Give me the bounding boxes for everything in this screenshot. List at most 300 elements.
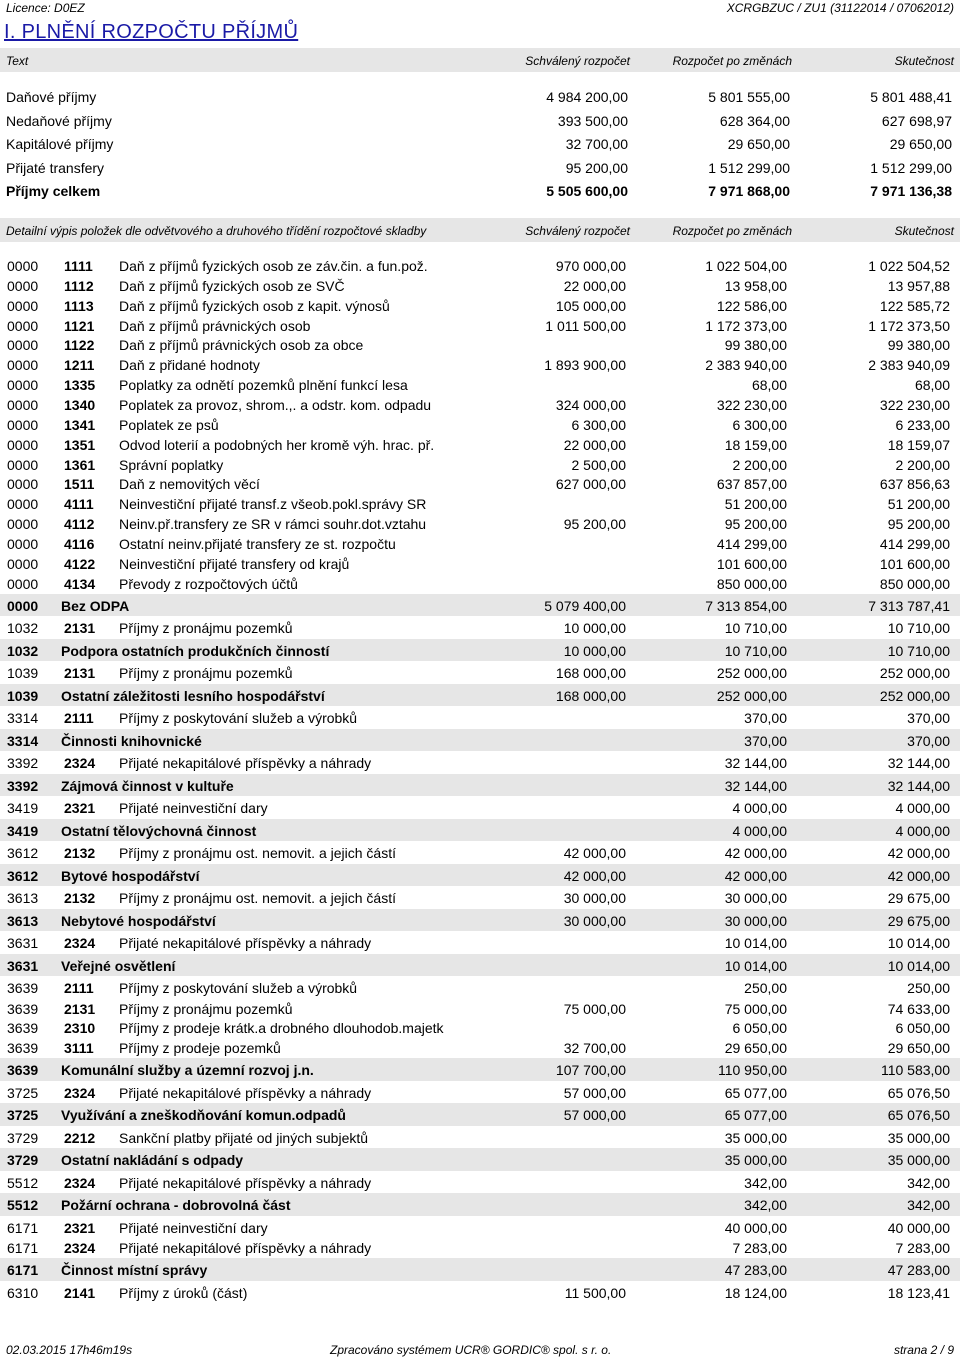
after-changes-value: 10 710,00	[724, 620, 787, 637]
after-changes-value: 32 144,00	[724, 777, 787, 794]
after-changes-value: 99 380,00	[724, 337, 787, 354]
after-changes-value: 252 000,00	[716, 687, 787, 704]
item-name: Sankční platby přijaté od jiných subjektů	[119, 1129, 369, 1146]
table-row	[0, 751, 960, 774]
paragraph-code: 3639	[7, 1020, 39, 1037]
item-code: 1351	[64, 436, 96, 453]
subtotal-label: Požární ochrana - dobrovolná část	[61, 1197, 291, 1214]
after-changes-value: 30 000,00	[724, 912, 787, 929]
after-changes-value: 65 077,00	[724, 1084, 787, 1101]
after-changes-value: 42 000,00	[724, 867, 787, 884]
item-code: 2324	[64, 755, 96, 772]
item-code: 2321	[64, 1219, 96, 1236]
subtotal-row	[0, 1148, 960, 1171]
after-changes-value: 342,00	[744, 1174, 787, 1191]
footer-timestamp: 02.03.2015 17h46m19s	[6, 1343, 133, 1357]
summary-after-changes: 5 801 555,00	[708, 89, 790, 105]
subtotal-label: Podpora ostatních produkčních činností	[61, 642, 330, 659]
actual-value: 1 022 504,52	[868, 258, 950, 274]
after-changes-value: 4 000,00	[732, 800, 787, 817]
item-name: Poplatek ze psů	[119, 416, 219, 433]
detail-header	[0, 218, 960, 242]
after-changes-value: 18 159,00	[724, 436, 787, 453]
item-code: 1511	[64, 476, 95, 493]
paragraph-code: 3639	[7, 1000, 39, 1017]
item-code: 2131	[64, 620, 96, 637]
footer-system: Zpracováno systémem UCR® GORDIC® spol. s r. o.	[330, 1343, 612, 1357]
after-changes-value: 35 000,00	[724, 1129, 787, 1146]
paragraph-code: 1032	[7, 642, 39, 659]
paragraph-code: 0000	[7, 456, 39, 473]
subtotal-label: Využívání a zneškodňování komun.odpadů	[61, 1107, 346, 1124]
paragraph-code: 0000	[7, 597, 39, 614]
actual-value: 250,00	[907, 980, 950, 997]
item-code: 2324	[64, 1240, 96, 1257]
approved-value: 1 893 900,00	[544, 357, 626, 374]
approved-value: 324 000,00	[555, 397, 626, 414]
actual-value: 18 159,07	[887, 436, 950, 453]
actual-value: 68,00	[914, 377, 950, 394]
actual-value: 29 675,00	[887, 912, 950, 929]
after-changes-value: 18 124,00	[724, 1284, 787, 1301]
after-changes-value: 42 000,00	[724, 845, 787, 862]
item-name: Převody z rozpočtových účtů	[119, 575, 298, 592]
item-code: 2141	[64, 1284, 96, 1301]
paragraph-code: 3314	[7, 710, 39, 727]
actual-value: 252 000,00	[879, 665, 950, 682]
item-name: Ostatní neinv.přijaté transfery ze st. rozpočtu	[119, 536, 396, 553]
item-code: 1361	[64, 456, 96, 473]
after-changes-value: 101 600,00	[716, 555, 787, 572]
subtotal-row	[0, 729, 960, 752]
actual-value: 95 200,00	[887, 516, 950, 533]
actual-value: 10 710,00	[887, 642, 950, 659]
actual-value: 1 172 373,50	[868, 317, 950, 334]
approved-value: 30 000,00	[563, 912, 626, 929]
licence-text: Licence: D0EZ	[6, 1, 85, 15]
subtotal-label: Ostatní tělovýchovná činnost	[61, 822, 257, 839]
after-changes-value: 6 050,00	[732, 1020, 787, 1037]
table-row	[0, 514, 960, 534]
item-code: 3111	[64, 1040, 94, 1057]
after-changes-value: 252 000,00	[716, 665, 787, 682]
item-code: 2212	[64, 1129, 96, 1146]
paragraph-code: 0000	[7, 397, 39, 414]
summary-after-changes: 1 512 299,00	[708, 159, 790, 176]
after-changes-value: 95 200,00	[724, 516, 787, 533]
actual-value: 110 583,00	[880, 1062, 950, 1079]
after-changes-value: 40 000,00	[724, 1219, 787, 1236]
paragraph-code: 0000	[7, 476, 39, 493]
summary-label: Nedaňové příjmy	[6, 112, 112, 129]
paragraph-code: 0000	[7, 337, 39, 354]
approved-value: 22 000,00	[563, 277, 626, 294]
subtotal-row	[0, 684, 960, 707]
item-name: Daň z přidané hodnoty	[119, 357, 260, 374]
table-row	[0, 796, 960, 819]
table-row	[0, 316, 960, 336]
summary-header-text: Text	[6, 54, 29, 68]
summary-after-changes: 628 364,00	[719, 112, 790, 129]
item-name: Příjmy z poskytování služeb a výrobků	[119, 980, 358, 997]
detail-table	[0, 256, 960, 1303]
table-row	[0, 256, 960, 276]
paragraph-code: 3392	[7, 755, 39, 772]
table-row	[0, 494, 960, 514]
approved-value: 970 000,00	[555, 258, 626, 274]
item-name: Daň z příjmů právnických osob	[119, 317, 311, 334]
subtotal-label: Ostatní nakládání s odpady	[61, 1152, 244, 1169]
actual-value: 342,00	[907, 1174, 950, 1191]
table-row	[0, 1126, 960, 1149]
item-code: 4111	[64, 496, 94, 513]
item-name: Přijaté neinvestiční dary	[119, 800, 268, 817]
summary-row	[0, 86, 960, 110]
table-row	[0, 574, 960, 594]
item-name: Příjmy z pronájmu pozemků	[119, 620, 293, 637]
paragraph-code: 3631	[7, 935, 39, 952]
after-changes-value: 65 077,00	[724, 1107, 787, 1124]
paragraph-code: 0000	[7, 536, 39, 553]
paragraph-code: 3725	[7, 1107, 39, 1124]
after-changes-value: 850 000,00	[716, 575, 787, 592]
item-name: Přijaté nekapitálové příspěvky a náhrady	[119, 1174, 372, 1191]
table-row	[0, 999, 960, 1019]
subtotal-label: Ostatní záležitosti lesního hospodářství	[61, 687, 325, 704]
table-row	[0, 296, 960, 316]
actual-value: 122 585,72	[879, 297, 950, 314]
actual-value: 18 123,41	[887, 1284, 950, 1301]
table-row	[0, 455, 960, 475]
summary-total-approved: 5 505 600,00	[546, 183, 628, 199]
subtotal-row	[0, 1193, 960, 1216]
actual-value: 29 675,00	[887, 890, 950, 907]
summary-row	[0, 110, 960, 134]
paragraph-code: 0000	[7, 496, 39, 513]
item-code: 1211	[64, 357, 95, 374]
paragraph-code: 3314	[7, 732, 39, 749]
item-code: 4112	[64, 516, 95, 533]
approved-value: 75 000,00	[563, 1000, 626, 1017]
item-name: Poplatky za odnětí pozemků plnění funkcí lesa	[119, 377, 408, 394]
item-name: Příjmy z poskytování služeb a výrobků	[119, 710, 358, 727]
after-changes-value: 342,00	[744, 1197, 787, 1214]
approved-value: 57 000,00	[563, 1107, 626, 1124]
after-changes-value: 10 014,00	[724, 935, 787, 952]
actual-value: 252 000,00	[879, 687, 950, 704]
approved-value: 10 000,00	[563, 620, 626, 637]
actual-value: 99 380,00	[887, 337, 950, 354]
item-code: 2111	[64, 980, 94, 997]
summary-label: Kapitálové příjmy	[6, 136, 114, 152]
item-name: Příjmy z pronájmu pozemků	[119, 665, 293, 682]
summary-table	[0, 86, 960, 204]
paragraph-code: 3631	[7, 957, 39, 974]
actual-value: 35 000,00	[887, 1152, 950, 1169]
paragraph-code: 5512	[7, 1174, 39, 1191]
approved-value: 11 500,00	[564, 1284, 626, 1301]
table-row	[0, 355, 960, 375]
table-row	[0, 616, 960, 639]
after-changes-value: 122 586,00	[716, 297, 787, 314]
page-title: I. PLNĚNÍ ROZPOČTU PŘÍJMŮ	[4, 21, 299, 43]
table-row	[0, 554, 960, 574]
actual-value: 42 000,00	[887, 867, 950, 884]
item-name: Přijaté nekapitálové příspěvky a náhrady	[119, 1240, 372, 1257]
approved-value: 32 700,00	[563, 1040, 626, 1057]
item-code: 1113	[64, 297, 94, 314]
after-changes-value: 2 200,00	[732, 456, 787, 473]
approved-value: 30 000,00	[563, 890, 626, 907]
after-changes-value: 250,00	[744, 980, 787, 997]
detail-header-text: Detailní výpis položek dle odvětvového a druhového třídění rozpočtové skladby	[6, 224, 427, 238]
item-name: Přijaté nekapitálové příspěvky a náhrady	[119, 755, 372, 772]
table-row	[0, 931, 960, 954]
actual-value: 850 000,00	[879, 575, 950, 592]
item-code: 4122	[64, 555, 96, 572]
after-changes-value: 30 000,00	[724, 890, 787, 907]
approved-value: 627 000,00	[555, 476, 626, 493]
subtotal-label: Nebytové hospodářství	[61, 912, 216, 929]
approved-value: 22 000,00	[563, 436, 626, 453]
actual-value: 2 383 940,09	[868, 357, 950, 374]
after-changes-value: 35 000,00	[724, 1152, 787, 1169]
summary-row	[0, 157, 960, 181]
after-changes-value: 13 958,00	[724, 277, 787, 294]
paragraph-code: 3613	[7, 890, 39, 907]
item-code: 2310	[64, 1020, 96, 1037]
item-code: 1341	[64, 416, 96, 433]
paragraph-code: 3729	[7, 1129, 39, 1146]
item-code: 4134	[64, 575, 96, 592]
actual-value: 4 000,00	[895, 822, 950, 839]
subtotal-row	[0, 819, 960, 842]
summary-actual: 5 801 488,41	[870, 89, 952, 105]
actual-value: 7 283,00	[895, 1240, 950, 1257]
item-name: Přijaté nekapitálové příspěvky a náhrady	[119, 1084, 372, 1101]
actual-value: 32 144,00	[887, 755, 950, 772]
actual-value: 47 283,00	[887, 1262, 950, 1279]
item-name: Neinvestiční přijaté transf.z všeob.pokl.správy SR	[119, 496, 427, 513]
paragraph-code: 3419	[7, 800, 39, 817]
actual-value: 6 050,00	[895, 1020, 950, 1037]
table-row	[0, 435, 960, 455]
approved-value: 2 500,00	[571, 456, 626, 473]
actual-value: 342,00	[907, 1197, 950, 1214]
item-code: 1340	[64, 397, 96, 414]
item-code: 1335	[64, 377, 96, 394]
actual-value: 35 000,00	[887, 1129, 950, 1146]
after-changes-value: 110 950,00	[717, 1062, 787, 1079]
item-code: 2132	[64, 890, 96, 907]
subtotal-row	[0, 1258, 960, 1281]
item-code: 1121	[64, 317, 95, 334]
summary-label: Přijaté transfery	[6, 159, 105, 176]
after-changes-value: 1 022 504,00	[705, 258, 787, 274]
actual-value: 7 313 787,41	[868, 597, 950, 614]
after-changes-value: 4 000,00	[732, 822, 787, 839]
paragraph-code: 6171	[7, 1219, 39, 1236]
table-row	[0, 1038, 960, 1058]
paragraph-code: 3639	[7, 1040, 39, 1057]
after-changes-value: 68,00	[751, 377, 787, 394]
approved-value: 107 700,00	[555, 1062, 626, 1079]
after-changes-value: 370,00	[744, 732, 787, 749]
after-changes-value: 10 710,00	[724, 642, 787, 659]
after-changes-value: 51 200,00	[724, 496, 787, 513]
paragraph-code: 3612	[7, 845, 39, 862]
item-code: 2132	[64, 845, 96, 862]
table-row	[0, 976, 960, 999]
actual-value: 65 076,50	[887, 1107, 950, 1124]
after-changes-value: 32 144,00	[724, 755, 787, 772]
approved-value: 1 011 500,00	[545, 317, 626, 334]
table-row	[0, 395, 960, 415]
approved-value: 42 000,00	[563, 867, 626, 884]
paragraph-code: 3419	[7, 822, 39, 839]
subtotal-row	[0, 639, 960, 662]
item-code: 2324	[64, 1174, 96, 1191]
paragraph-code: 0000	[7, 277, 39, 294]
actual-value: 29 650,00	[887, 1040, 950, 1057]
summary-after-changes: 29 650,00	[727, 136, 790, 152]
after-changes-value: 414 299,00	[716, 536, 787, 553]
summary-approved: 95 200,00	[565, 159, 628, 176]
summary-total-after-changes: 7 971 868,00	[708, 183, 790, 199]
summary-approved: 4 984 200,00	[546, 89, 628, 105]
subtotal-row	[0, 594, 960, 617]
table-row	[0, 276, 960, 296]
item-name: Daň z příjmů právnických osob za obce	[119, 337, 364, 354]
after-changes-value: 7 283,00	[732, 1240, 787, 1257]
summary-approved: 32 700,00	[565, 136, 628, 152]
after-changes-value: 7 313 854,00	[705, 597, 787, 614]
after-changes-value: 1 172 373,00	[705, 317, 787, 334]
summary-total-actual: 7 971 136,38	[870, 183, 952, 199]
approved-value: 42 000,00	[563, 845, 626, 862]
approved-value: 168 000,00	[555, 687, 626, 704]
actual-value: 370,00	[907, 710, 950, 727]
summary-header-actual: Skutečnost	[894, 54, 954, 68]
paragraph-code: 0000	[7, 357, 39, 374]
summary-actual: 29 650,00	[889, 136, 952, 152]
table-row	[0, 1018, 960, 1038]
actual-value: 40 000,00	[887, 1219, 950, 1236]
summary-header-approved: Schválený rozpočet	[525, 54, 630, 68]
item-name: Přijaté nekapitálové příspěvky a náhrady	[119, 935, 372, 952]
paragraph-code: 0000	[7, 258, 39, 274]
detail-header-after-changes: Rozpočet po změnách	[672, 224, 792, 238]
approved-value: 168 000,00	[555, 665, 626, 682]
actual-value: 65 076,50	[887, 1084, 950, 1101]
after-changes-value: 6 300,00	[732, 416, 787, 433]
item-name: Správní poplatky	[119, 456, 224, 473]
table-row	[0, 375, 960, 395]
table-row	[0, 1281, 960, 1304]
summary-header-after-changes: Rozpočet po změnách	[672, 54, 792, 68]
subtotal-label: Činnosti knihovnické	[61, 732, 202, 749]
actual-value: 101 600,00	[879, 555, 950, 572]
paragraph-code: 0000	[7, 297, 39, 314]
footer-page-number: strana 2 / 9	[893, 1343, 954, 1357]
after-changes-value: 75 000,00	[724, 1000, 787, 1017]
summary-approved: 393 500,00	[557, 112, 628, 129]
subtotal-label: Zájmová činnost v kultuře	[61, 777, 234, 794]
item-name: Daň z příjmů fyzických osob z kapit. výnosů	[119, 297, 390, 314]
paragraph-code: 0000	[7, 555, 39, 572]
table-row	[0, 1216, 960, 1239]
item-name: Odvod loterií a podobných her kromě výh. hrac. př.	[119, 436, 435, 453]
approved-value: 57 000,00	[563, 1084, 626, 1101]
subtotal-label: Bytové hospodářství	[61, 867, 200, 884]
table-row	[0, 534, 960, 554]
paragraph-code: 3613	[7, 912, 39, 929]
paragraph-code: 0000	[7, 377, 39, 394]
actual-value: 10 710,00	[887, 620, 950, 637]
item-name: Příjmy z pronájmu ost. nemovit. a jejich částí	[119, 890, 396, 907]
item-name: Příjmy z úroků (část)	[119, 1284, 248, 1301]
paragraph-code: 1039	[7, 665, 39, 682]
item-name: Příjmy z prodeje krátk.a drobného dlouhodob.majetk	[119, 1020, 444, 1037]
paragraph-code: 3729	[7, 1152, 39, 1169]
item-name: Neinv.př.transfery ze SR v rámci souhr.dot.vztahu	[119, 516, 427, 533]
actual-value: 637 856,63	[879, 476, 950, 493]
item-code: 1122	[64, 337, 95, 354]
actual-value: 370,00	[907, 732, 950, 749]
paragraph-code: 6310	[7, 1284, 39, 1301]
actual-value: 74 633,00	[887, 1000, 950, 1017]
subtotal-row	[0, 774, 960, 797]
after-changes-value: 637 857,00	[716, 476, 787, 493]
summary-header	[0, 48, 960, 72]
actual-value: 322 230,00	[879, 397, 950, 414]
approved-value: 105 000,00	[555, 297, 626, 314]
item-name: Daň z nemovitých věcí	[119, 476, 260, 493]
actual-value: 10 014,00	[887, 957, 950, 974]
item-code: 2131	[64, 1000, 96, 1017]
table-row	[0, 335, 960, 355]
paragraph-code: 1032	[7, 620, 39, 637]
summary-actual: 627 698,97	[881, 112, 952, 129]
paragraph-code: 6171	[7, 1262, 39, 1279]
subtotal-label: Veřejné osvětlení	[61, 957, 176, 974]
paragraph-code: 1039	[7, 687, 39, 704]
table-row	[0, 841, 960, 864]
approved-value: 5 079 400,00	[544, 597, 626, 614]
after-changes-value: 322 230,00	[716, 397, 787, 414]
item-code: 2324	[64, 935, 96, 952]
report-code: XCRGBZUC / ZU1 (31122014 / 07062012)	[726, 1, 954, 15]
approved-value: 10 000,00	[563, 642, 626, 659]
item-name: Neinvestiční přijaté transfery od krajů	[119, 555, 350, 572]
subtotal-label: Činnost místní správy	[61, 1262, 208, 1279]
paragraph-code: 0000	[7, 516, 39, 533]
item-name: Poplatek za provoz, shrom.,. a odstr. kom. odpadu	[119, 397, 432, 414]
report-top-bar	[0, 0, 960, 16]
summary-total-row	[0, 180, 960, 204]
summary-row	[0, 133, 960, 157]
detail-header-approved: Schválený rozpočet	[525, 224, 630, 238]
item-name: Příjmy z pronájmu ost. nemovit. a jejich částí	[119, 845, 396, 862]
after-changes-value: 47 283,00	[724, 1262, 787, 1279]
after-changes-value: 29 650,00	[724, 1040, 787, 1057]
paragraph-code: 0000	[7, 317, 39, 334]
table-row	[0, 474, 960, 494]
actual-value: 414 299,00	[879, 536, 950, 553]
approved-value: 6 300,00	[571, 416, 626, 433]
paragraph-code: 5512	[7, 1197, 39, 1214]
actual-value: 42 000,00	[887, 845, 950, 862]
